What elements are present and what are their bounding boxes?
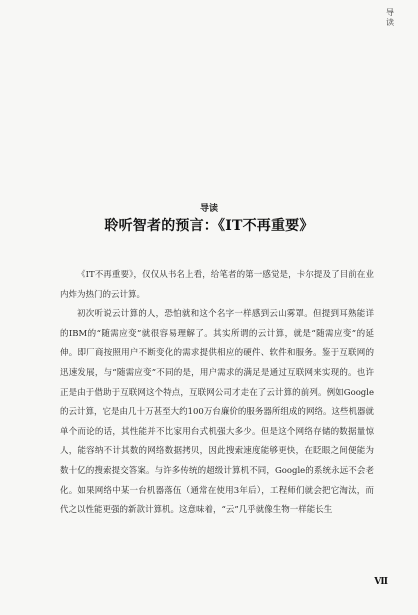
paragraph: 《IT不再重要》，仅仅从书名上看，给笔者的第一感觉是，卡尔提及了目前在业内炸为热门的云计算。 [60,270,374,300]
section-label: 导读 [199,204,218,214]
paragraph: 初次听说云计算的人，恐怕就和这个名字一样感到云山雾罩。但提到耳熟能详的IBM的“随需应变”就很容易理解了。其实所谓的云计算，就是“随需应变”的延伸。即厂商按照用户不断变化的需求提供相应的硬件、软件和服务。鉴于互联网的迅速发展，与“随需应变”不同的是，用户需求的满足是通过互联网来实现的。也许正是由于借助于互联网这个特点，互联网公司才走在了云计算的前列。例如Google的云计算，它是由几十万甚至大约100万台廉价的服务器所组成的网络。这些机器就单个而论的话，其性能并不比家用台式机强大多少。但是这个网络存储的数据量惊人，能容纳不计其数的网络数据拷贝，因此搜索速度能够更快，在眨眼之间便能为数十亿的搜索提交答案。与许多传统的超级计算机不同，Google的系统永远不会老化。如果网络中某一台机器落伍（通常在使用3年后），工程师们就会把它淘汰，而代之以性能更强的新款计算机。这意味着，“云”几乎就像生物一样能长生 [60,309,374,516]
body-text [60,266,374,521]
running-head: 导读 [386,8,394,27]
page-number: Ⅶ [374,577,388,587]
chapter-title: 聆听智者的预言：《IT不再重要》 [104,218,314,234]
